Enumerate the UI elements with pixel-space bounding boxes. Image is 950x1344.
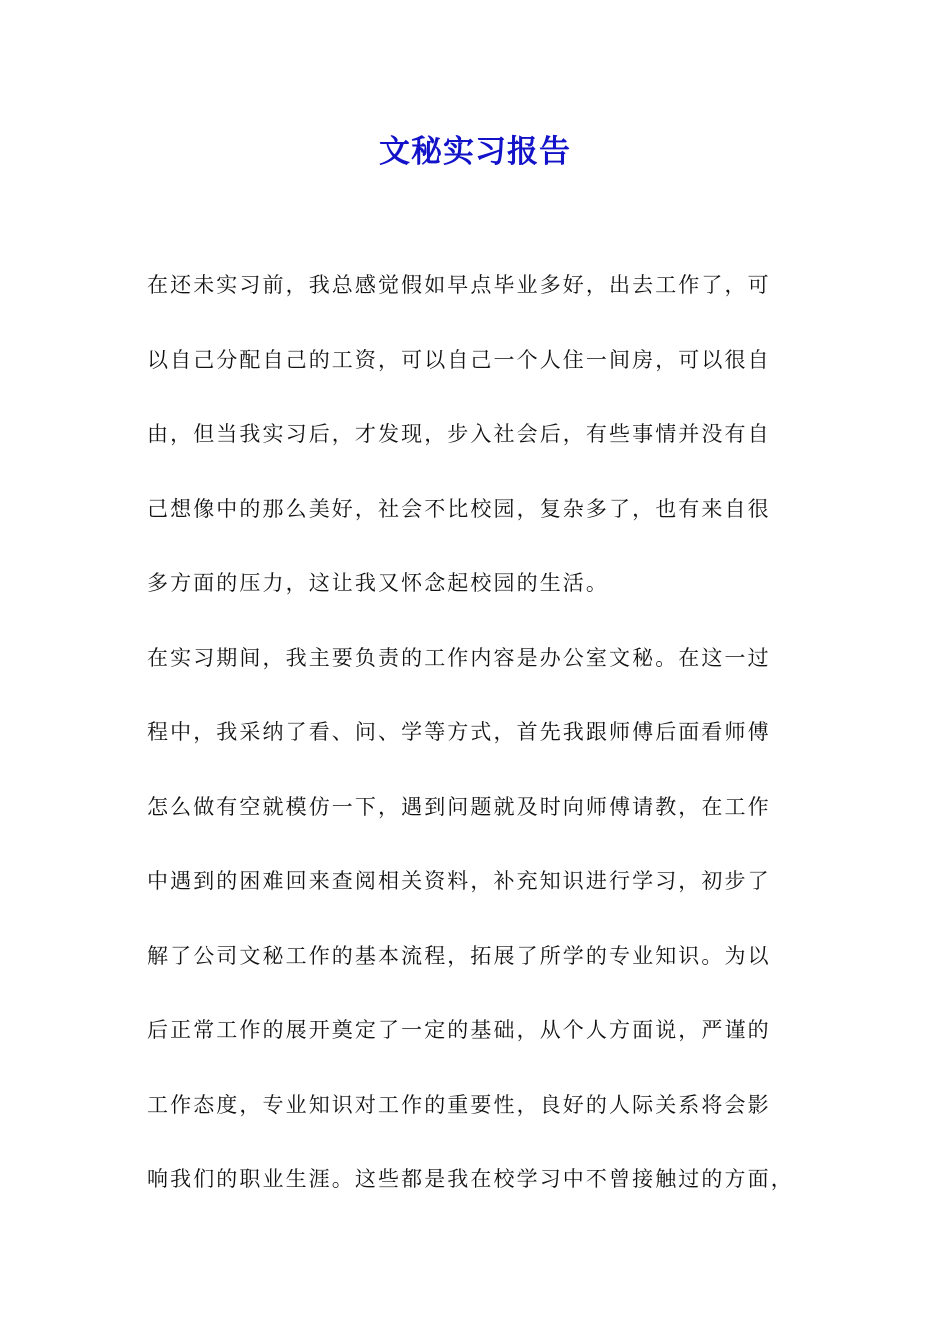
body-line: 在实习期间，我主要负责的工作内容是办公室文秘。在这一过 bbox=[147, 645, 771, 670]
body-line: 己想像中的那么美好，社会不比校园，复杂多了，也有来自很 bbox=[147, 496, 771, 521]
body-line: 中遇到的困难回来查阅相关资料，补充知识进行学习，初步了 bbox=[147, 869, 771, 893]
body-line: 解了公司文秘工作的基本流程，拓展了所学的专业知识。为以 bbox=[147, 943, 771, 968]
body-line: 程中，我采纳了看、问、学等方式，首先我跟师傅后面看师傅 bbox=[147, 720, 771, 744]
document-title: 文秘实习报告 bbox=[379, 134, 571, 170]
document-body bbox=[147, 261, 827, 1230]
body-line: 后正常工作的展开奠定了一定的基础，从个人方面说，严谨的 bbox=[147, 1018, 771, 1042]
body-line: 由，但当我实习后，才发现，步入社会后，有些事情并没有自 bbox=[147, 422, 771, 446]
body-line: 工作态度，专业知识对工作的重要性，良好的人际关系将会影 bbox=[147, 1092, 771, 1117]
body-line: 怎么做有空就模仿一下，遇到问题就及时向师傅请教，在工作 bbox=[147, 794, 771, 819]
body-line: 响我们的职业生涯。这些都是我在校学习中不曾接触过的方面， bbox=[147, 1167, 794, 1191]
body-line: 在还未实习前，我总感觉假如早点毕业多好，出去工作了，可 bbox=[147, 273, 771, 297]
body-line: 多方面的压力，这让我又怀念起校园的生活。 bbox=[147, 571, 609, 595]
body-line: 以自己分配自己的工资，可以自己一个人住一间房，可以很自 bbox=[147, 347, 771, 372]
